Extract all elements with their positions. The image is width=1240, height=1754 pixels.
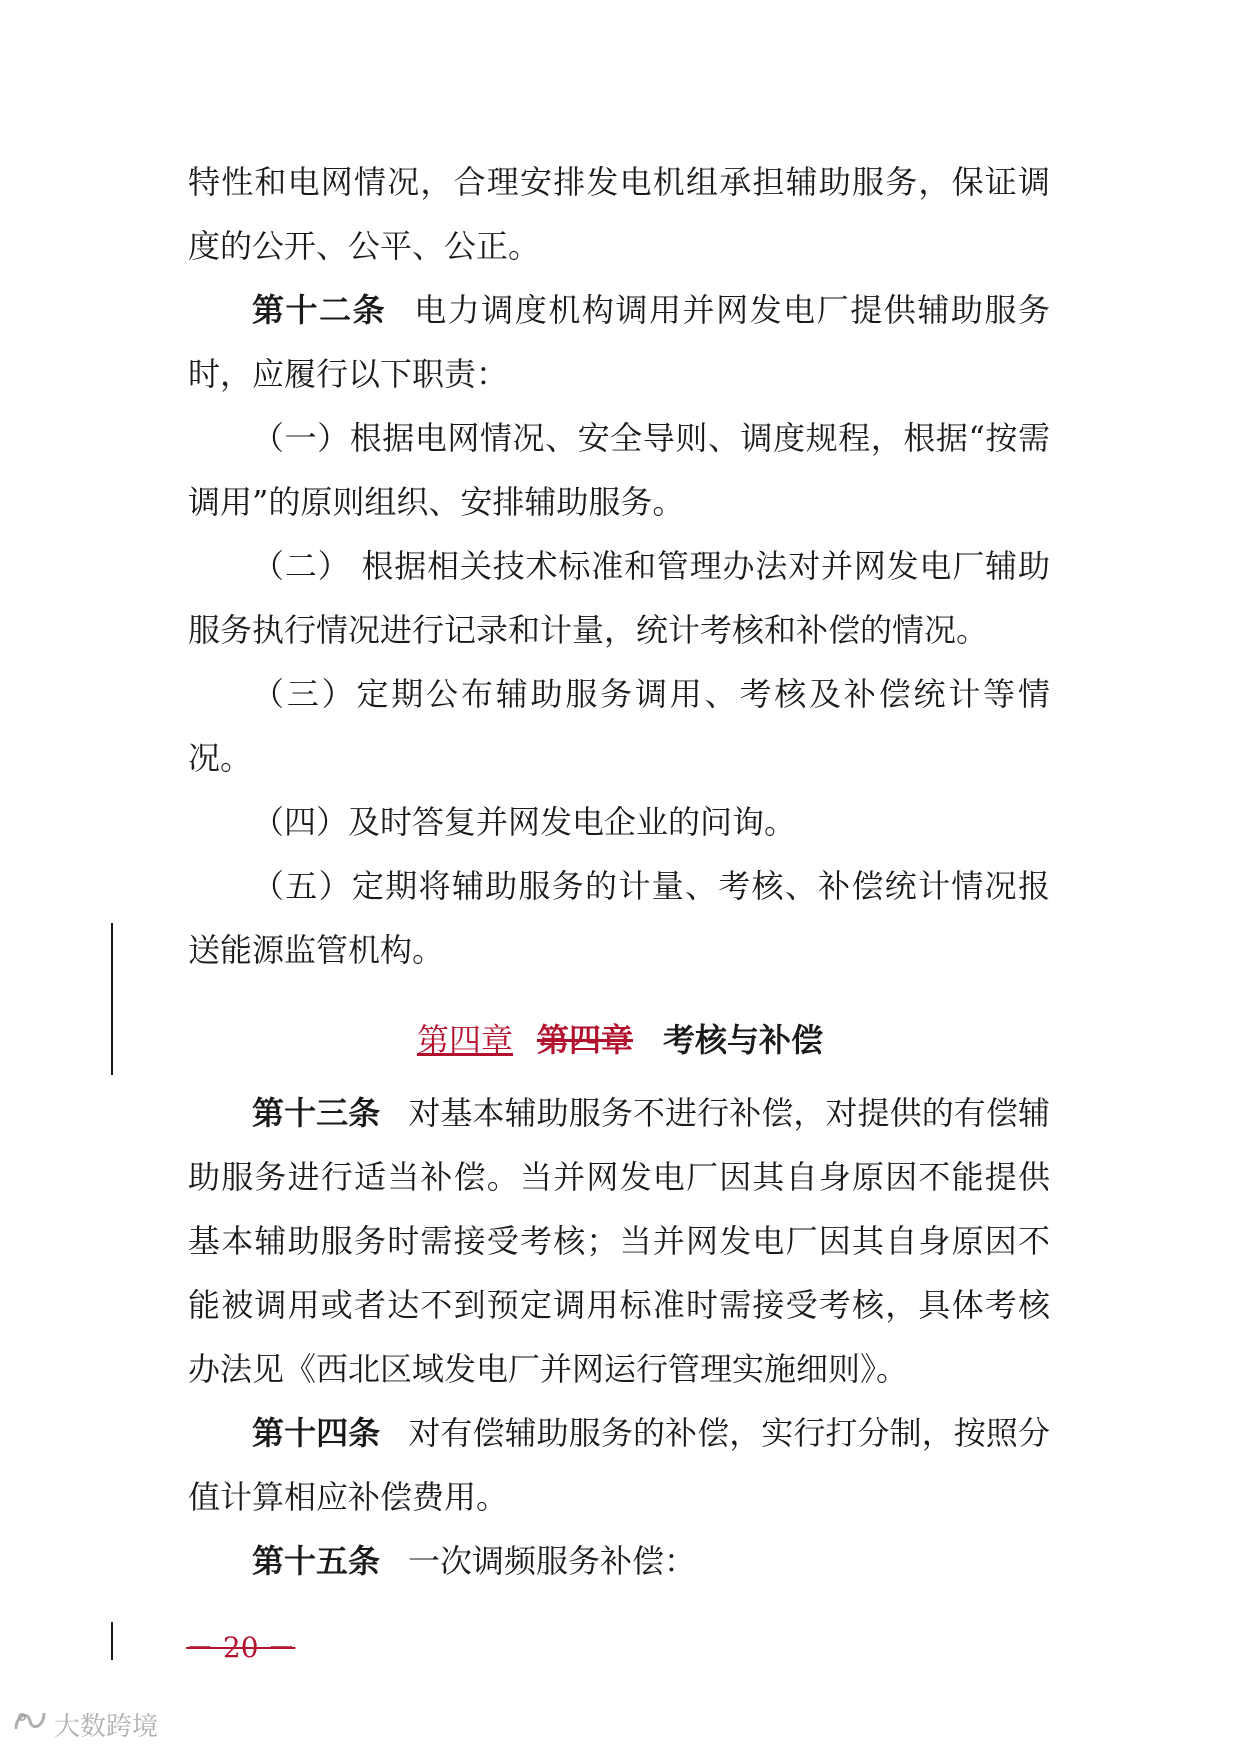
article-text: 电力调度机构调用并网发电厂提供辅助服务时，应履行以下职责： — [188, 291, 1050, 393]
article-15 — [188, 1529, 1050, 1593]
article-text: 一次调频服务补偿： — [408, 1542, 697, 1580]
article-label: 第十三条 — [252, 1094, 381, 1132]
article-14 — [188, 1401, 1050, 1529]
watermark-text: 大数跨境 — [54, 1712, 159, 1742]
article-13 — [188, 1081, 1050, 1401]
duty-item-1: （一）根据电网情况、安全导则、调度规程，根据“按需调用”的原则组织、安排辅助服务。 — [188, 419, 1050, 521]
article-label: 第十二条 — [252, 291, 387, 329]
watermark — [12, 1706, 158, 1743]
body-text-top — [188, 150, 1050, 982]
article-label: 第十五条 — [252, 1542, 381, 1580]
paragraph-continuation: 特性和电网情况，合理安排发电机组承担辅助服务，保证调度的公开、公平、公正。 — [188, 163, 1050, 265]
duty-item-4: （四）及时答复并网发电企业的问询。 — [252, 803, 797, 841]
logo-mark-icon — [12, 1707, 48, 1742]
article-12 — [188, 278, 1050, 406]
chapter-heading — [0, 1008, 1240, 1072]
article-text: 对基本辅助服务不进行补偿，对提供的有偿辅助服务进行适当补偿。当并网发电厂因其自身原因不能提供基本辅助服务时需接受考核；当并网发电厂因其自身原因不能被调用或者达不到预定调用标准时需接受考核，具体考核办法见《西北区域发电厂并网运行管理实施细则》。 — [188, 1094, 1050, 1388]
chapter-title: 考核与补偿 — [663, 1021, 824, 1059]
body-text-bottom — [188, 1081, 1050, 1593]
revision-change-bar-footer — [111, 1622, 113, 1660]
article-text: 对有偿辅助服务的补偿，实行打分制，按照分值计算相应补偿费用。 — [188, 1414, 1050, 1516]
duty-item-2: （二） 根据相关技术标准和管理办法对并网发电厂辅助服务执行情况进行记录和计量，统计考核和补偿的情况。 — [188, 547, 1050, 649]
duty-item-5: （五）定期将辅助服务的计量、考核、补偿统计情况报送能源监管机构。 — [188, 867, 1050, 969]
page-number: － 20 － — [186, 1631, 296, 1664]
duty-item-3: （三）定期公布辅助服务调用、考核及补偿统计等情况。 — [188, 675, 1050, 777]
article-label: 第十四条 — [252, 1414, 381, 1452]
struck-chapter-label: 第四章 — [536, 1021, 633, 1059]
deleted-chapter-label: 第四章 — [416, 1021, 513, 1059]
